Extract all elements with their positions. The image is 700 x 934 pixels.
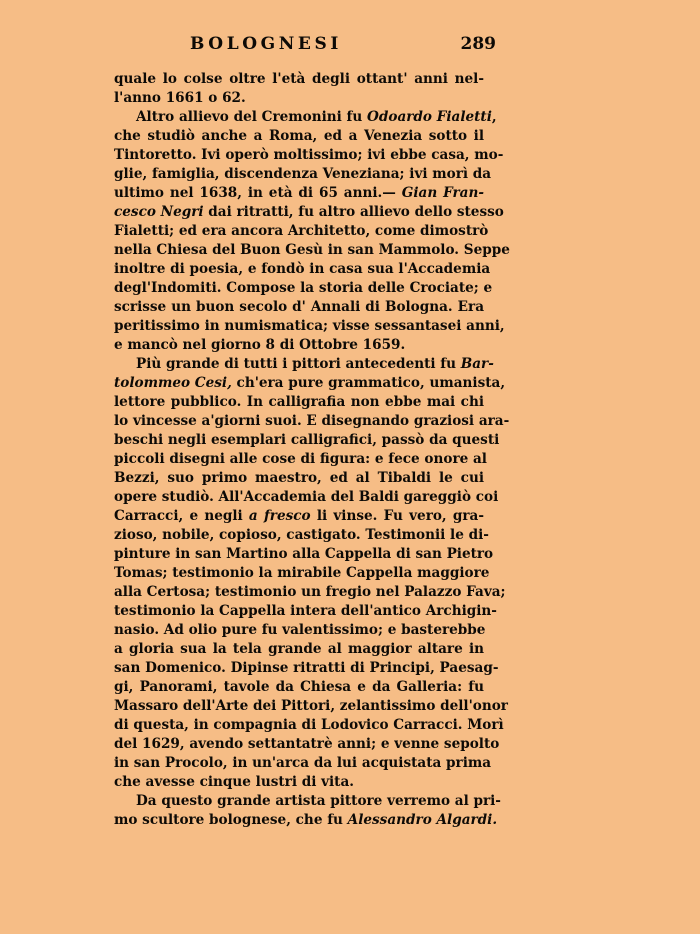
text-segment: li vinse. Fu vero, gra- — [310, 508, 485, 524]
text-line — [114, 355, 494, 374]
text-segment: del 1629, avendo settantatrè anni; e venne sepolto — [114, 736, 500, 752]
text-line — [114, 488, 499, 507]
text-segment: zioso, nobile, copioso, castigato. Testimonii le di- — [114, 527, 489, 543]
text-segment: l'anno 1661 o 62. — [114, 90, 246, 106]
text-line — [114, 336, 484, 355]
text-segment: che studiò anche a Roma, ed a Venezia sotto il — [114, 128, 484, 144]
text-segment: Tintoretto. Ivi operò moltissimo; ivi ebbe casa, mo- — [114, 147, 504, 163]
text-line — [114, 412, 510, 431]
text-segment: Tomas; testimonio la mirabile Cappella maggiore — [114, 565, 490, 581]
text-line — [114, 298, 484, 317]
text-segment: Fialetti; ed era ancora Architetto, come dimostrò — [114, 223, 489, 239]
text-line — [114, 697, 508, 716]
text-segment: dai ritratti, fu altro allievo dello stesso — [203, 204, 504, 220]
text-line — [114, 583, 506, 602]
text-line — [114, 393, 484, 412]
text-segment: in san Procolo, in un'arca da lui acquistata prima — [114, 755, 492, 771]
italic-text: a fresco — [248, 508, 311, 524]
text-line — [114, 279, 493, 298]
text-segment: lettore pubblico. In calligrafia non ebbe mai chi — [114, 394, 484, 410]
text-line — [114, 754, 492, 773]
text-segment: mo scultore bolognese, che fu — [114, 812, 348, 828]
text-segment: scrisse un buon secolo d' Annali di Bologna. Era — [114, 299, 484, 315]
text-line — [114, 127, 484, 146]
text-line — [114, 260, 491, 279]
text-line — [114, 602, 497, 621]
text-segment: peritissimo in numismatica; visse sessantasei anni, — [114, 318, 505, 334]
text-line — [114, 716, 504, 735]
italic-text: tolommeo Cesi, — [114, 375, 232, 391]
text-line — [114, 792, 501, 811]
body-text — [114, 70, 510, 830]
text-line — [114, 735, 500, 754]
text-segment: ultimo nel 1638, in età di 65 anni.— — [114, 185, 402, 201]
page-number: 289 — [460, 34, 496, 54]
text-line — [114, 241, 510, 260]
text-segment: san Domenico. Dipinse ritratti di Principi, Paesag- — [114, 660, 499, 676]
text-segment: Massaro dell'Arte dei Pittori, zelantissimo dell'onor — [114, 698, 508, 714]
text-segment: e mancò nel giorno 8 di Ottobre 1659. — [114, 337, 406, 353]
text-line — [114, 108, 497, 127]
text-segment: che avesse cinque lustri di vita. — [114, 774, 355, 790]
text-segment: quale lo colse oltre l'età degli ottant' anni nel- — [114, 71, 484, 87]
text-segment: nella Chiesa del Buon Gesù in san Mammolo. Seppe — [114, 242, 510, 258]
text-line — [114, 184, 484, 203]
text-segment: lo vincesse a'giorni suoi. E disegnando graziosi ara- — [114, 413, 510, 429]
text-line — [114, 203, 504, 222]
text-line — [114, 469, 484, 488]
text-line — [114, 165, 492, 184]
text-segment: piccoli disegni alle cose di figura: e fece onore al — [114, 451, 487, 467]
text-line — [114, 317, 505, 336]
text-line — [114, 773, 484, 792]
text-segment: testimonio la Cappella intera dell'antico Archigin- — [114, 603, 497, 619]
text-segment: alla Certosa; testimonio un fregio nel Palazzo Fava; — [114, 584, 506, 600]
text-segment: glie, famiglia, discendenza Veneziana; ivi morì da — [114, 166, 492, 182]
text-segment: Più grande di tutti i pittori antecedenti fu — [136, 356, 461, 372]
text-segment: , — [491, 109, 497, 125]
text-line — [114, 659, 499, 678]
text-line — [114, 70, 484, 89]
text-segment: Carracci, e negli — [114, 508, 249, 524]
italic-text: cesco Negri — [114, 204, 204, 220]
text-line — [114, 545, 494, 564]
italic-text: Bar- — [460, 356, 494, 372]
text-segment: Bezzi, suo primo maestro, ed al Tibaldi le cui — [114, 470, 484, 486]
text-line — [114, 374, 506, 393]
running-head: BOLOGNESI — [190, 34, 342, 54]
page-header — [118, 34, 496, 58]
text-line — [114, 526, 489, 545]
text-line — [114, 450, 487, 469]
text-line — [114, 146, 504, 165]
text-line — [114, 564, 490, 583]
text-segment: nasio. Ad olio pure fu valentissimo; e basterebbe — [114, 622, 486, 638]
text-segment: a gloria sua la tela grande al maggior altare in — [114, 641, 484, 657]
italic-text: Odoardo Fialetti — [367, 109, 492, 125]
italic-text: Gian Fran- — [401, 185, 485, 201]
text-segment: pinture in san Martino alla Cappella di san Pietro — [114, 546, 494, 562]
text-segment: di questa, in compagnia di Lodovico Carracci. Morì — [114, 717, 504, 733]
text-line — [114, 811, 498, 830]
text-segment: inoltre di poesia, e fondò in casa sua l'Accademia — [114, 261, 491, 277]
text-segment: Da questo grande artista pittore verremo al pri- — [136, 793, 501, 809]
text-segment: beschi negli esemplari calligrafici, passò da questi — [114, 432, 500, 448]
text-line — [114, 640, 484, 659]
text-line — [114, 507, 484, 526]
text-segment: Altro allievo del Cremonini fu — [136, 109, 368, 125]
text-line — [114, 621, 484, 640]
text-segment: gi, Panorami, tavole da Chiesa e da Galleria: fu — [114, 679, 484, 695]
text-segment: ch'era pure grammatico, umanista, — [231, 375, 506, 391]
text-segment: opere studiò. All'Accademia del Baldi gareggiò coi — [114, 489, 499, 505]
text-line — [114, 678, 484, 697]
text-line — [114, 222, 489, 241]
text-line — [114, 89, 484, 108]
text-line — [114, 431, 500, 450]
text-segment: degl'Indomiti. Compose la storia delle Crociate; e — [114, 280, 493, 296]
italic-text: Alessandro Algardi. — [347, 812, 498, 828]
